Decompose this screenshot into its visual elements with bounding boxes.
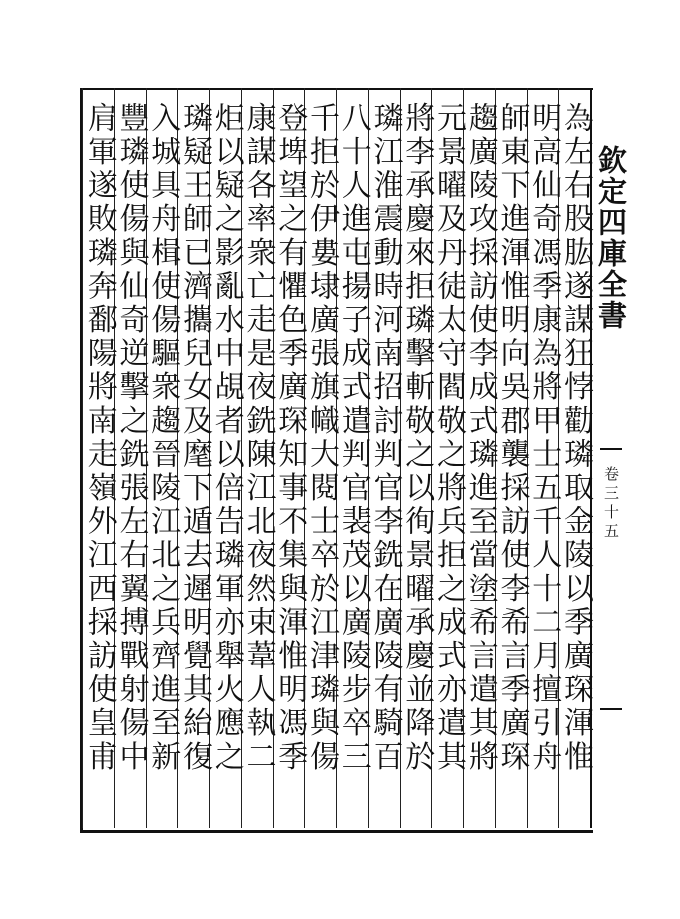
margin-divider	[600, 708, 622, 710]
text-column	[304, 88, 339, 828]
text-column	[367, 88, 403, 828]
book-title: 欽定四庫全書	[594, 145, 628, 331]
column-text: 璘疑王師已濟攜兒女及麾下遁去遲明覺其紿復	[177, 102, 212, 774]
text-column	[335, 88, 371, 828]
text-column	[558, 88, 593, 828]
column-text: 為左右股肱遂謀狂悖勸璘取金陵以季廣琛渾惟	[558, 102, 593, 774]
text-column	[431, 88, 466, 828]
text-column	[145, 88, 181, 828]
column-text: 登埤望之有懼色季廣琛知事不集與渾惟明馮季	[272, 102, 308, 774]
column-text: 元景曜及丹徒太守閻敬之將兵拒之成式亦遣其	[431, 102, 466, 774]
column-text: 肩軍遂敗璘奔鄱陽將南走嶺外江西採訪使皇甫	[81, 102, 117, 774]
column-text: 璘江淮震動時河南招討判官李銑在廣陵有騎百	[367, 102, 403, 774]
column-text: 炬以疑之影亂水中覘者以倍告璘軍亦舉火應之	[208, 102, 244, 774]
margin-divider	[600, 448, 622, 450]
text-column	[240, 88, 276, 828]
text-column	[272, 88, 308, 828]
column-text: 明高仙奇馮季康為將甲士五千人十二月擅引舟	[526, 102, 562, 774]
text-column	[462, 88, 498, 828]
column-text: 康謀各率衆亡走是夜銑陳江北夜然束葦人執二	[240, 102, 276, 774]
margin-strip	[590, 88, 630, 828]
column-text: 豐璘使偒與仙奇逆擊之銑張左右翼搏戰射偒中	[113, 102, 149, 774]
column-text: 入城具舟楫使偒驅衆趨晉陵江北之兵齊進至新	[145, 102, 181, 774]
text-column	[113, 88, 149, 828]
column-text: 將李承慶來拒璘擊斬敬之以徇景曜承慶並降於	[399, 102, 435, 774]
text-column	[526, 88, 562, 828]
text-column	[494, 88, 530, 828]
column-text: 千拒於伊婁埭廣張旗幟大閱士卒於江津璘與偒	[304, 102, 339, 774]
text-column	[177, 88, 212, 828]
chapter-number: 卷三十五	[602, 466, 620, 542]
text-column	[81, 88, 117, 828]
column-text: 師東下進渾惟明向吳郡襲採訪使李希言季廣琛	[494, 102, 530, 774]
column-text: 八十人進屯揚子成式遣判官裴茂以廣陵步卒三	[335, 102, 371, 774]
column-text: 趨廣陵攻採訪使李成式璘進至當塗希言遣其將	[462, 102, 498, 774]
text-column	[208, 88, 244, 828]
text-column	[399, 88, 435, 828]
